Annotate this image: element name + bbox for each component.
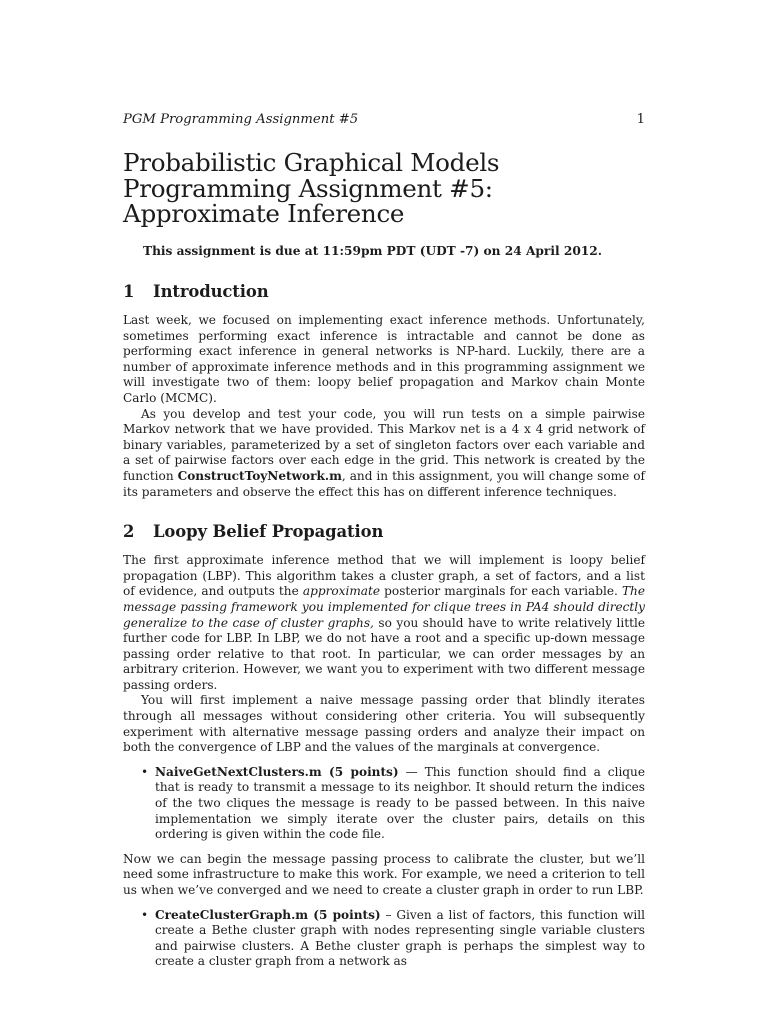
list-item-text: — This function should find a clique that is ready to transmit a message to its neighbor. It should return the indices of the two cliques the message is ready to be passed between. In this naive implementation we simply iterate over the cluster pairs, details on this ordering is given within the code file. [155,764,645,842]
paragraph-text: The first approximate inference method that we will implement is loopy belief propagation (LBP). This algorithm takes a cluster graph, a set of factors, and a list of evidence, and outputs the [123,553,645,599]
paragraph-intro-1: Last week, we focused on implementing exact inference methods. Unfortunately, sometimes performing exact inference is intractable and cannot be done as performing exact inference in general networks is NP-hard. Luckily, there are a number of approximate inference methods and in this programming assignment we will investigate two of them: loopy belief propagation and Markov chain Monte Carlo (MCMC). [123,313,645,405]
section-heading-lbp [123,522,645,542]
title-line-1: Probabilistic Graphical Models [123,148,500,177]
section-heading-introduction [123,282,645,302]
function-name: NaiveGetNextClusters.m (5 points) [155,764,399,779]
section-title: Introduction [153,282,269,301]
emphasis-message-passing: The message passing framework you implemented for clique trees in PA4 should directly generalize to the case of cluster graphs, [123,584,645,630]
paragraph-lbp-2: You will first implement a naive message passing order that blindly iterates through all messages without considering other criteria. You will subsequently experiment with alternative message passing orders and analyze their impact on both the convergence of LBP and the values of the marginals at convergence. [123,693,645,755]
bullet-icon: • [141,764,149,779]
title-line-3: Approximate Inference [123,199,405,228]
document-title [123,150,645,227]
section-number: 1 [123,282,135,301]
function-name: CreateClusterGraph.m (5 points) [155,907,381,922]
paragraph-lbp-3: Now we can begin the message passing process to calibrate the cluster, but we’ll need some infrastructure to make this work. For example, we need a criterion to tell us when we’ve converged and we need to create a cluster graph in order to run LBP. [123,851,645,897]
function-name-constructtoynetwork: ConstructToyNetwork.m [177,468,342,483]
paragraph-text: , and in this assignment, you will change some of its parameters and observe the effect this has on different inference techniques. [123,468,645,499]
section-number: 2 [123,522,135,542]
document-body [123,282,645,979]
due-date-notice: This assignment is due at 11:59pm PDT (UDT -7) on 24 April 2012. [143,243,603,258]
function-list-1 [123,765,645,843]
section-title: Loopy Belief Propagation [153,522,384,542]
list-item-createclustergraph [123,908,645,970]
title-line-2: Programming Assignment #5: [123,173,493,203]
running-title: PGM Programming Assignment #5 [123,112,359,127]
list-item-naivegetnextclusters [123,765,645,843]
function-list-2 [123,908,645,970]
page-number: 1 [636,112,645,127]
paragraph-text: so you should have to write relatively little further code for LBP. In LBP, we do not have a root and a specific up-down message passing order relative to that root. In particular, we can order messages by an arbitrary criterion. However, we want you to experiment with two different message passing orders. [123,615,645,692]
paragraph-intro-2 [123,407,645,501]
list-item-text: – Given a list of factors, this function will create a Bethe cluster graph with nodes representing single variable clusters and pairwise clusters. A Bethe cluster graph is perhaps the simplest way to create a cluster graph from a network as [155,907,645,969]
emphasis-approximate: approximate [302,584,381,599]
paragraph-lbp-1 [123,553,645,693]
bullet-icon: • [141,907,149,922]
paragraph-text: posterior marginals for each variable. [380,584,622,599]
paragraph-text: As you develop and test your code, you will run tests on a simple pairwise Markov network that we have provided. This Markov net is a 4 x 4 grid network of binary variables, parameterized by a set of singleton factors over each variable and a set of pairwise factors over each edge in the grid. This network is created by the function [123,406,645,483]
running-header [123,112,645,132]
title-block [123,150,645,258]
